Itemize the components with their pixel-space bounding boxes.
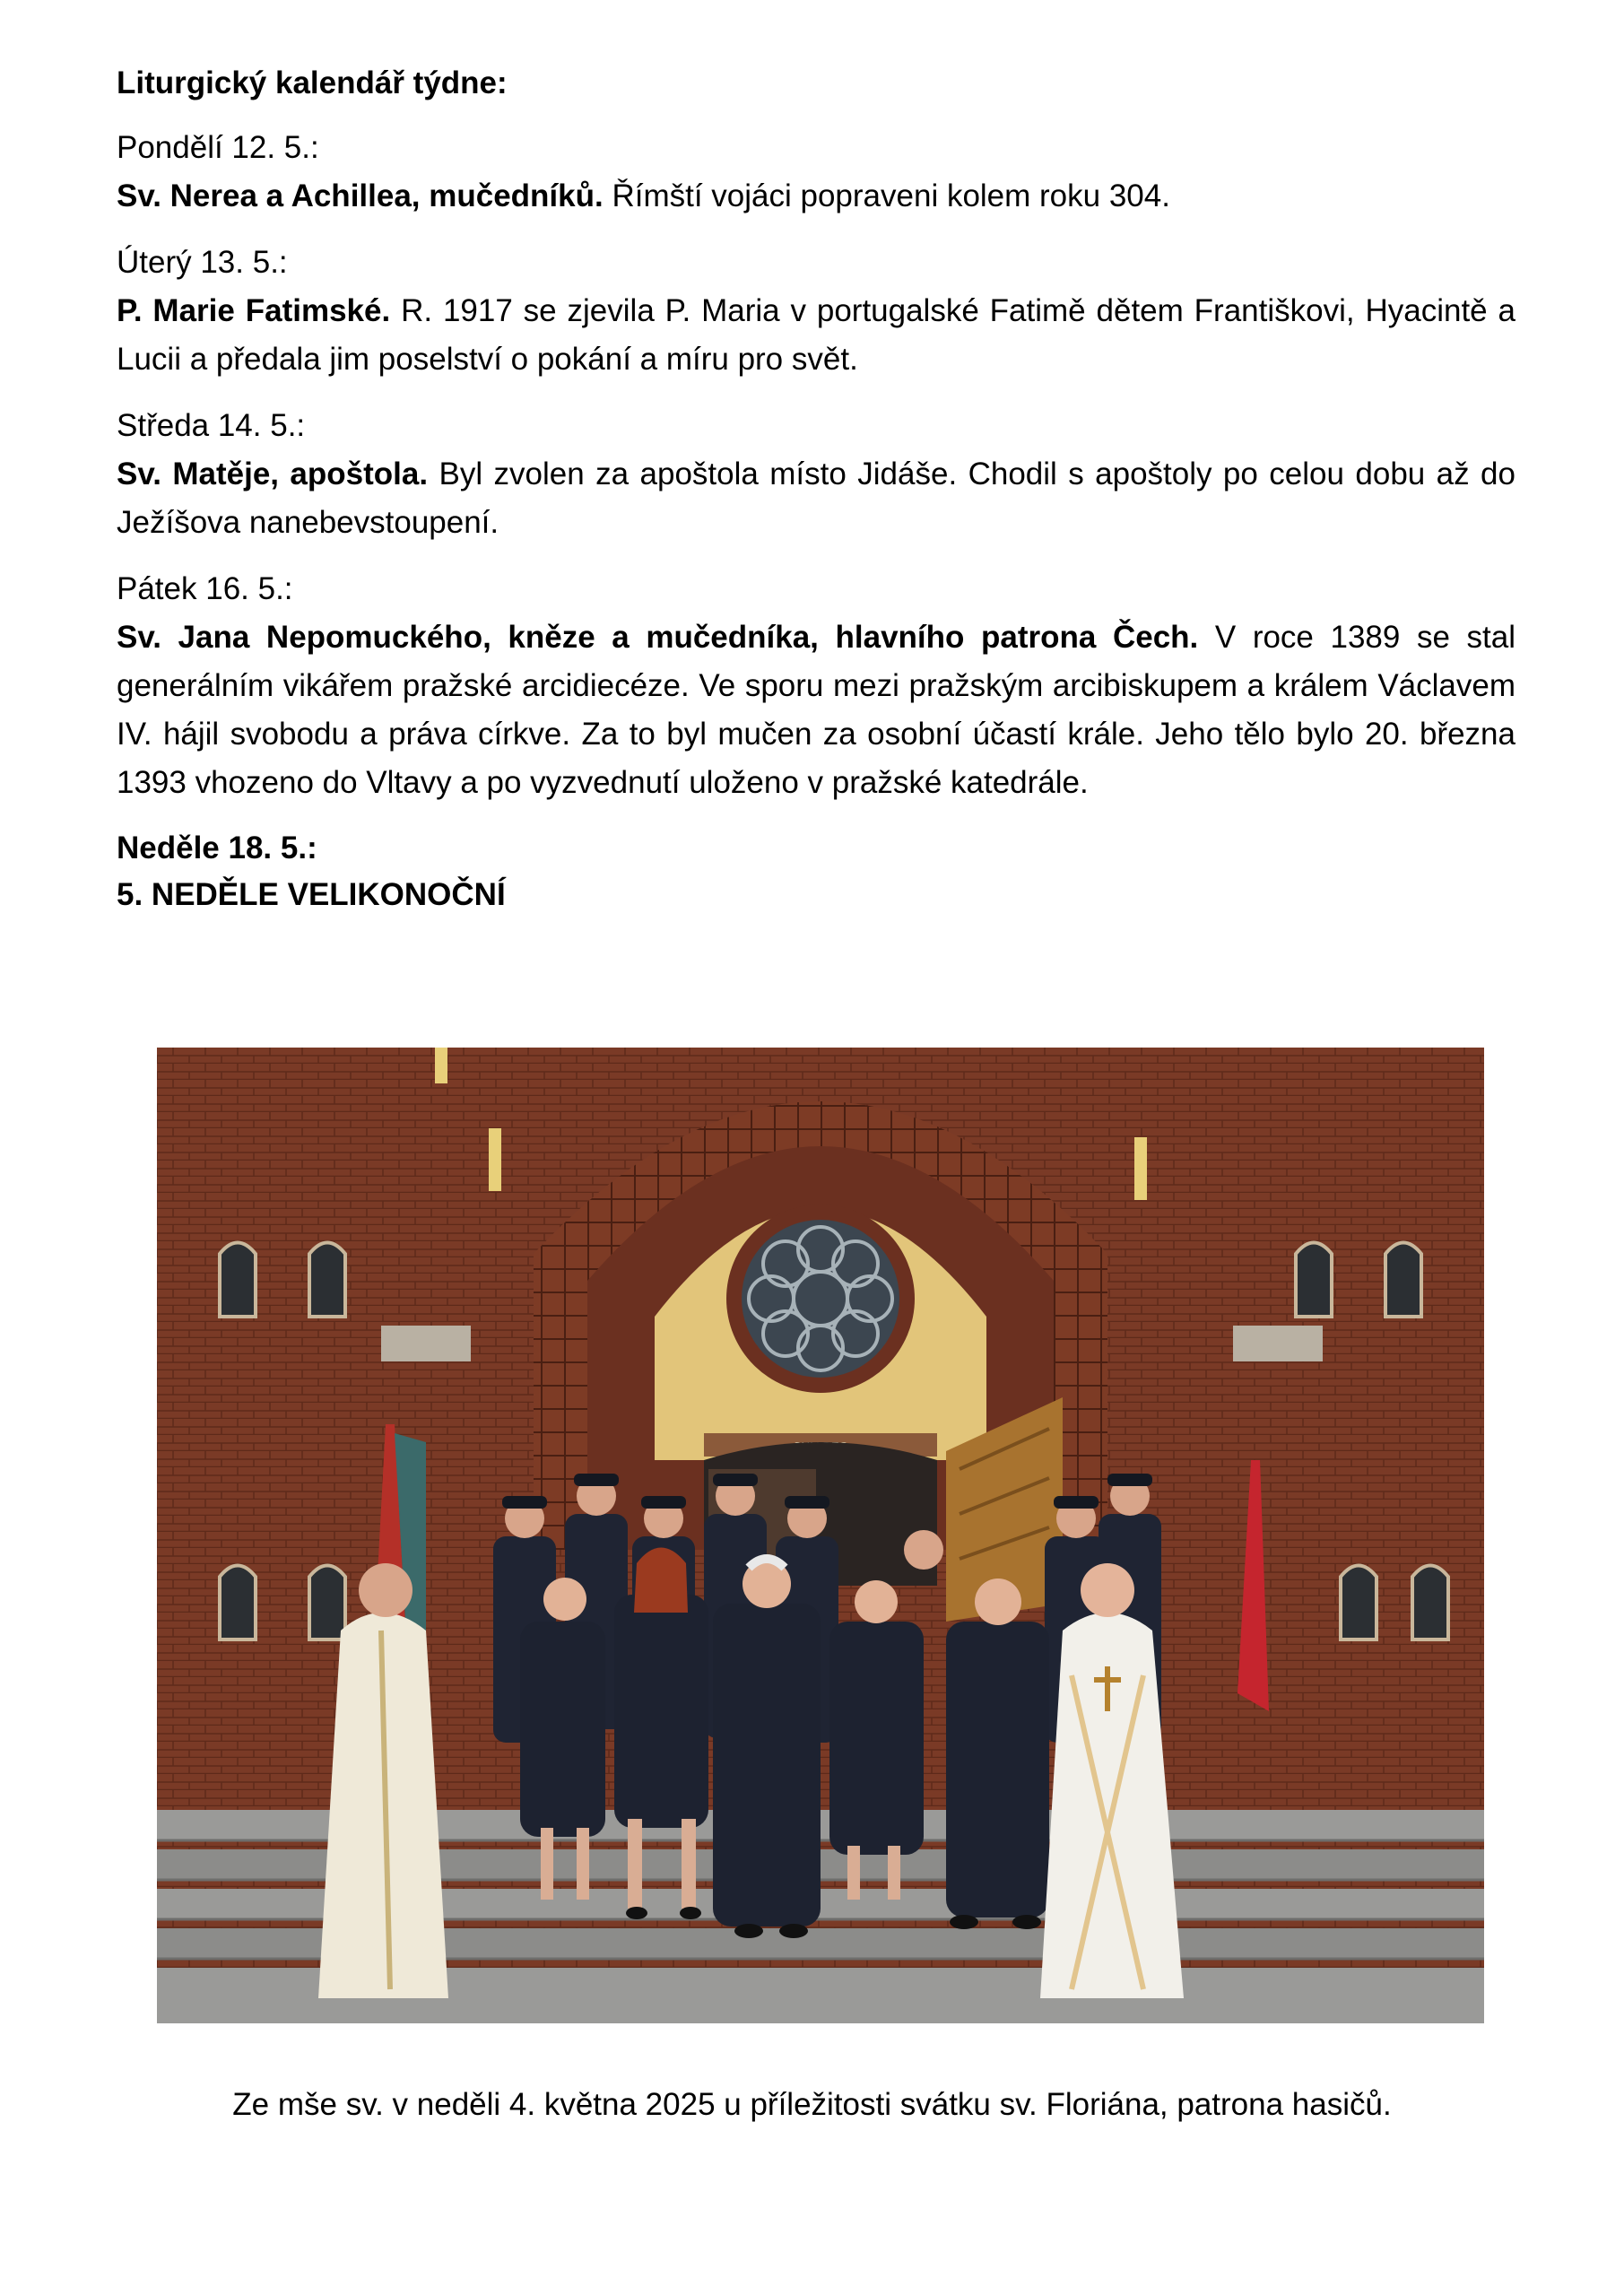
- group-photo: [157, 1048, 1484, 2023]
- calendar-entry-monday: [117, 124, 1515, 221]
- sunday-title: 5. NEDĚLE VELIKONOČNÍ: [117, 877, 506, 912]
- calendar-heading: Liturgický kalendář týdne:: [117, 65, 508, 100]
- entry-text: V roce 1389 se stal generálním vikářem pražské arcidiecéze. Ve sporu mezi pražským arcibiskupem a králem Václavem IV. hájil svobodu a práva církve. Za to byl mučen za osobní účastí krále. Jeho tělo bylo 20. března 1393 vhozeno do Vltavy a po vyzvednutí uloženo v pražské katedrále.: [117, 620, 1515, 800]
- entry-text: R. 1917 se zjevila P. Maria v portugalské Fatimě dětem Františkovi, Hyacintě a Lucii a předala jim poselství o pokání a míru pro svět.: [117, 293, 1515, 377]
- sunday-day: Neděle 18. 5.:: [117, 831, 317, 865]
- calendar-entry-sunday: [117, 825, 1515, 918]
- entry-text: Byl zvolen za apoštola místo Jidáše. Chodil s apoštoly po celou dobu až do Ježíšova nanebevstoupení.: [117, 457, 1515, 540]
- calendar-entry-friday: [117, 565, 1515, 807]
- entry-day: Pondělí 12. 5.:: [117, 130, 319, 165]
- entry-text: Římští vojáci popraveni kolem roku 304.: [603, 178, 1170, 213]
- entry-title: Sv. Jana Nepomuckého, kněze a mučedníka, hlavního patrona Čech.: [117, 620, 1199, 655]
- liturgical-calendar: [117, 63, 1515, 918]
- entry-title: P. Marie Fatimské.: [117, 293, 391, 328]
- entry-day: Středa 14. 5.:: [117, 408, 306, 443]
- entry-title: Sv. Matěje, apoštola.: [117, 457, 429, 491]
- entry-day: Úterý 13. 5.:: [117, 245, 288, 280]
- entry-day: Pátek 16. 5.:: [117, 571, 293, 606]
- calendar-entry-tuesday: [117, 239, 1515, 384]
- entry-title: Sv. Nerea a Achillea, mučedníků.: [117, 178, 604, 213]
- calendar-entry-wednesday: [117, 402, 1515, 547]
- photo-caption: Ze mše sv. v neděli 4. května 2025 u příležitosti svátku sv. Floriána, patrona hasičů.: [232, 2087, 1392, 2122]
